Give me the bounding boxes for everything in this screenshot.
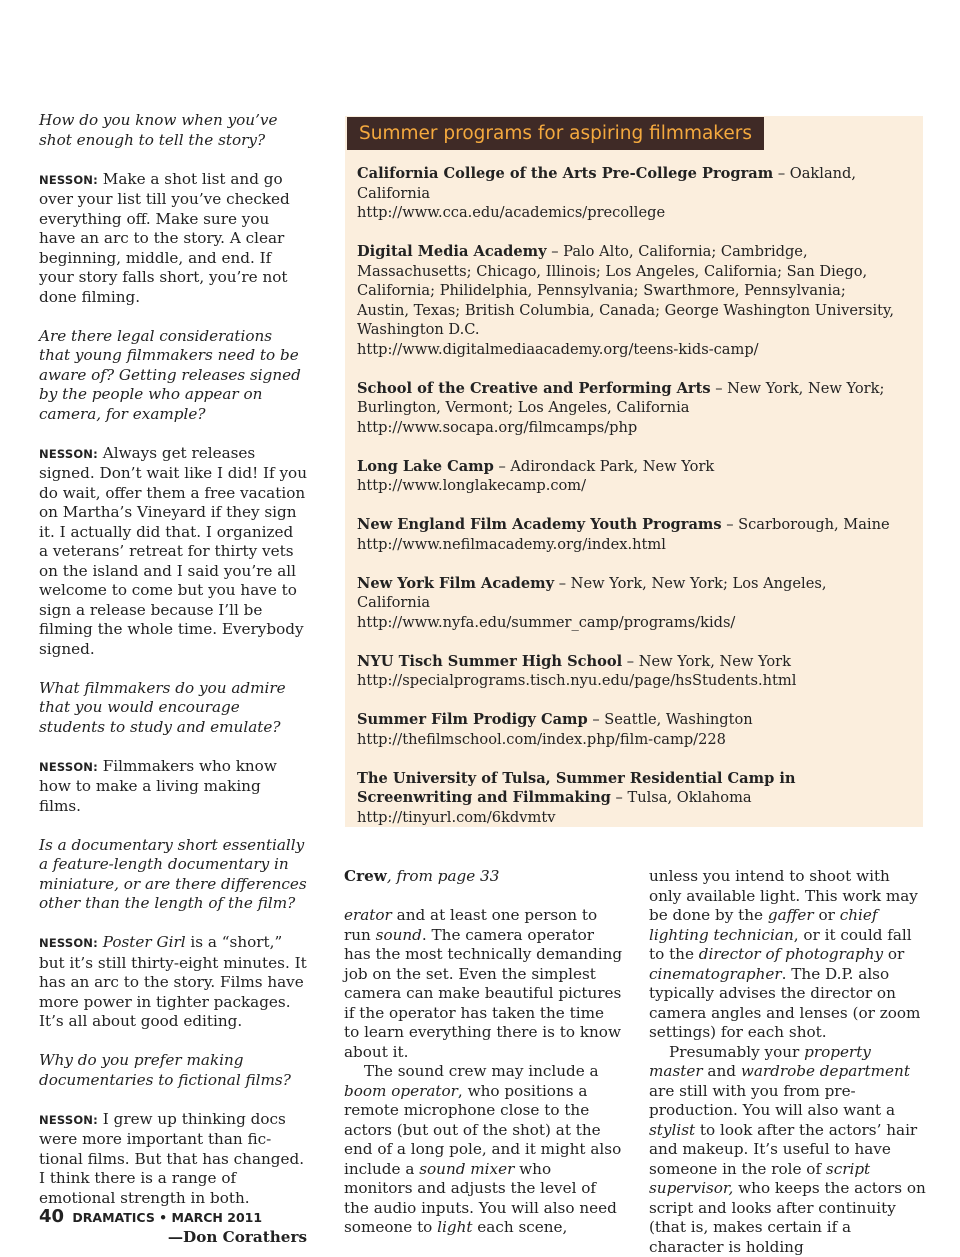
- text: unless you intend to shoot with only available light. This work may be done by the: [649, 867, 918, 924]
- program-item: [357, 164, 897, 223]
- continuation-title: Crew: [344, 867, 387, 885]
- continuation-header: [344, 867, 624, 887]
- program-name: New York Film Academy: [357, 575, 554, 592]
- text: who keeps the actors on script and looks after continuity (that is, makes certain if a character is holding: [649, 1179, 926, 1256]
- summer-programs-sidebar: [345, 116, 923, 827]
- interview-question: How do you know when you’ve shot enough to tell the story?: [39, 111, 307, 150]
- answer-text: Always get releases signed. Don’t wait like I did! If you do wait, offer them a free vacation on Martha’s Vineyard if they sign it. I actually did that. I organized a veterans’ retreat for thirty vets on the island and I said you’re all welcome to come but you have to sign a release because I’ll be filming the whole time. Everybody signed.: [39, 444, 307, 658]
- text: . The camera operator has the most technically demanding job on the set. Even the simplest camera can make beautiful pictures if the operator has taken the time to learn everything there is to know about it.: [344, 926, 622, 1061]
- speaker-label: NESSON:: [39, 936, 98, 950]
- program-location: – Scarborough, Maine: [722, 516, 890, 533]
- program-url[interactable]: http://www.socapa.org/filmcamps/php: [357, 418, 897, 438]
- program-name: School of the Creative and Performing Arts: [357, 380, 711, 397]
- interview-answer: [39, 170, 307, 308]
- program-item: [357, 242, 897, 359]
- term: gaffer: [768, 906, 814, 924]
- program-location: – Palo Alto, California; Cambridge, Massachusetts; Chicago, Illinois; Los Angeles, California; San Diego, California; Philidelphia, Pennsylvania; Swarthmore, Pennsylvania; Austin, Texas; British Columbia, Canada; George Washington University, Washington D.C.: [357, 243, 894, 338]
- program-location: – New York, New York: [622, 653, 791, 670]
- term: director of photography: [699, 945, 883, 963]
- term: stylist: [649, 1121, 695, 1139]
- speaker-label: NESSON:: [39, 1113, 98, 1127]
- speaker-label: NESSON:: [39, 447, 98, 461]
- interview-answer: [39, 757, 307, 817]
- text: each scene,: [472, 1218, 567, 1236]
- crew-paragraph: [649, 1043, 927, 1257]
- sidebar-title: Summer programs for aspiring filmmakers: [347, 117, 764, 150]
- text: . The D.P. also typically advises the director on camera angles and lenses (or zoom settings) for each shot.: [649, 965, 920, 1042]
- text: , or it could fall to the: [649, 926, 912, 964]
- program-location: – New York, New York; Burlington, Vermont; Los Angeles, California: [357, 380, 884, 417]
- interview-answer: [39, 933, 307, 1032]
- term: sound mixer: [419, 1160, 514, 1178]
- program-item: [357, 652, 897, 691]
- text: or: [883, 945, 904, 963]
- interview-answer: [39, 1110, 307, 1209]
- answer-text: Make a shot list and go over your list till you’ve checked everything off. Make sure you have an arc to the story. A clear beginning, middle, and end. If your story falls short, you’re not done filming.: [39, 170, 290, 306]
- answer-text: is a “short,” but it’s still thirty-eight minutes. It has an arc to the story. Films have more power in tighter packages. It’s all about good editing.: [39, 933, 307, 1030]
- program-url[interactable]: http://thefilmschool.com/index.php/film-camp/228: [357, 730, 897, 750]
- program-item: [357, 379, 897, 438]
- crew-paragraph: [344, 906, 624, 1062]
- program-url[interactable]: http://www.digitalmediaacademy.org/teens-kids-camp/: [357, 340, 897, 360]
- program-name: The University of Tulsa, Summer Residential Camp in Screenwriting and Filmmaking: [357, 770, 796, 807]
- program-name: New England Film Academy Youth Programs: [357, 516, 722, 533]
- publication-name: DRAMATICS • MARCH 2011: [72, 1210, 262, 1225]
- program-name: Summer Film Prodigy Camp: [357, 711, 588, 728]
- text: and at least one person to run: [344, 906, 597, 944]
- author-signature: —Don Corathers: [39, 1228, 307, 1248]
- program-location: – New York, New York; Los Angeles, California: [357, 575, 826, 612]
- program-url[interactable]: http://tinyurl.com/6kdvmtv: [357, 808, 897, 828]
- program-url[interactable]: http://www.nyfa.edu/summer_camp/programs/kids/: [357, 613, 897, 633]
- term: property master: [649, 1043, 871, 1081]
- program-url[interactable]: http://www.cca.edu/academics/precollege: [357, 203, 897, 223]
- program-name: California College of the Arts Pre-College Program: [357, 165, 773, 182]
- text: are still with you from pre-production. You will also want a: [649, 1082, 895, 1120]
- programs-list: [357, 164, 897, 847]
- program-item: [357, 769, 897, 828]
- program-location: – Oakland, California: [357, 165, 856, 202]
- program-location: – Tulsa, Oklahoma: [611, 789, 752, 806]
- program-location: – Adirondack Park, New York: [494, 458, 714, 475]
- program-url[interactable]: http://www.longlakecamp.com/: [357, 476, 897, 496]
- term: script supervisor,: [649, 1160, 870, 1198]
- continuation-ref: , from page 33: [387, 867, 500, 885]
- program-item: [357, 710, 897, 749]
- program-name: Long Lake Camp: [357, 458, 494, 475]
- text: who monitors and adjusts the level of the audio inputs. You will also need someone to: [344, 1160, 617, 1237]
- crew-paragraph: [649, 867, 927, 1043]
- program-item: [357, 515, 897, 554]
- program-url[interactable]: http://specialprograms.tisch.nyu.edu/page/hsStudents.html: [357, 671, 897, 691]
- term: cinematographer: [649, 965, 782, 983]
- program-item: [357, 457, 897, 496]
- term: erator: [344, 906, 392, 924]
- answer-text: I grew up thinking docs were more important than fictional films. But that has changed. I think there is a range of emotional strength in both.: [39, 1110, 304, 1207]
- term: light: [437, 1218, 472, 1236]
- speaker-label: NESSON:: [39, 760, 98, 774]
- interview-question: Why do you prefer making documentaries to fictional films?: [39, 1051, 307, 1090]
- interview-question: Is a documentary short essentially a feature-length documentary in miniature, or are there differences other than the length of the film?: [39, 836, 307, 914]
- program-url[interactable]: http://www.nefilmacademy.org/index.html: [357, 535, 897, 555]
- text: or: [814, 906, 840, 924]
- term: wardrobe department: [741, 1062, 910, 1080]
- crew-article-column-1: [344, 867, 624, 1238]
- interview-column: [39, 111, 307, 1247]
- term: chief lighting technician: [649, 906, 877, 944]
- text: to look after the actors’ hair and makeup. It’s useful to have someone in the role of: [649, 1121, 917, 1178]
- term: sound: [376, 926, 422, 944]
- text: , who positions a remote microphone close to the actors (but out of the shot) at the end of a long pole, and it might also include a: [344, 1082, 621, 1178]
- program-location: – Seattle, Washington: [588, 711, 753, 728]
- interview-question: Are there legal considerations that young filmmakers need to be aware of? Getting releases signed by the people who appear on camera, for example?: [39, 327, 307, 425]
- program-name: Digital Media Academy: [357, 243, 547, 260]
- answer-text: Filmmakers who know how to make a living making films.: [39, 757, 277, 815]
- program-name: NYU Tisch Summer High School: [357, 653, 622, 670]
- speaker-label: NESSON:: [39, 173, 98, 187]
- film-title: Poster Girl: [103, 933, 186, 951]
- text: The sound crew may include a: [364, 1062, 599, 1080]
- text: and: [703, 1062, 741, 1080]
- page-footer: [39, 1206, 262, 1227]
- interview-answer: [39, 444, 307, 660]
- program-item: [357, 574, 897, 633]
- text: Presumably your: [669, 1043, 804, 1061]
- term: boom operator: [344, 1082, 458, 1100]
- page-number: 40: [39, 1206, 64, 1227]
- crew-paragraph: [344, 1062, 624, 1238]
- crew-article-column-2: [649, 867, 927, 1257]
- interview-question: What filmmakers do you admire that you would encourage students to study and emulate?: [39, 679, 307, 738]
